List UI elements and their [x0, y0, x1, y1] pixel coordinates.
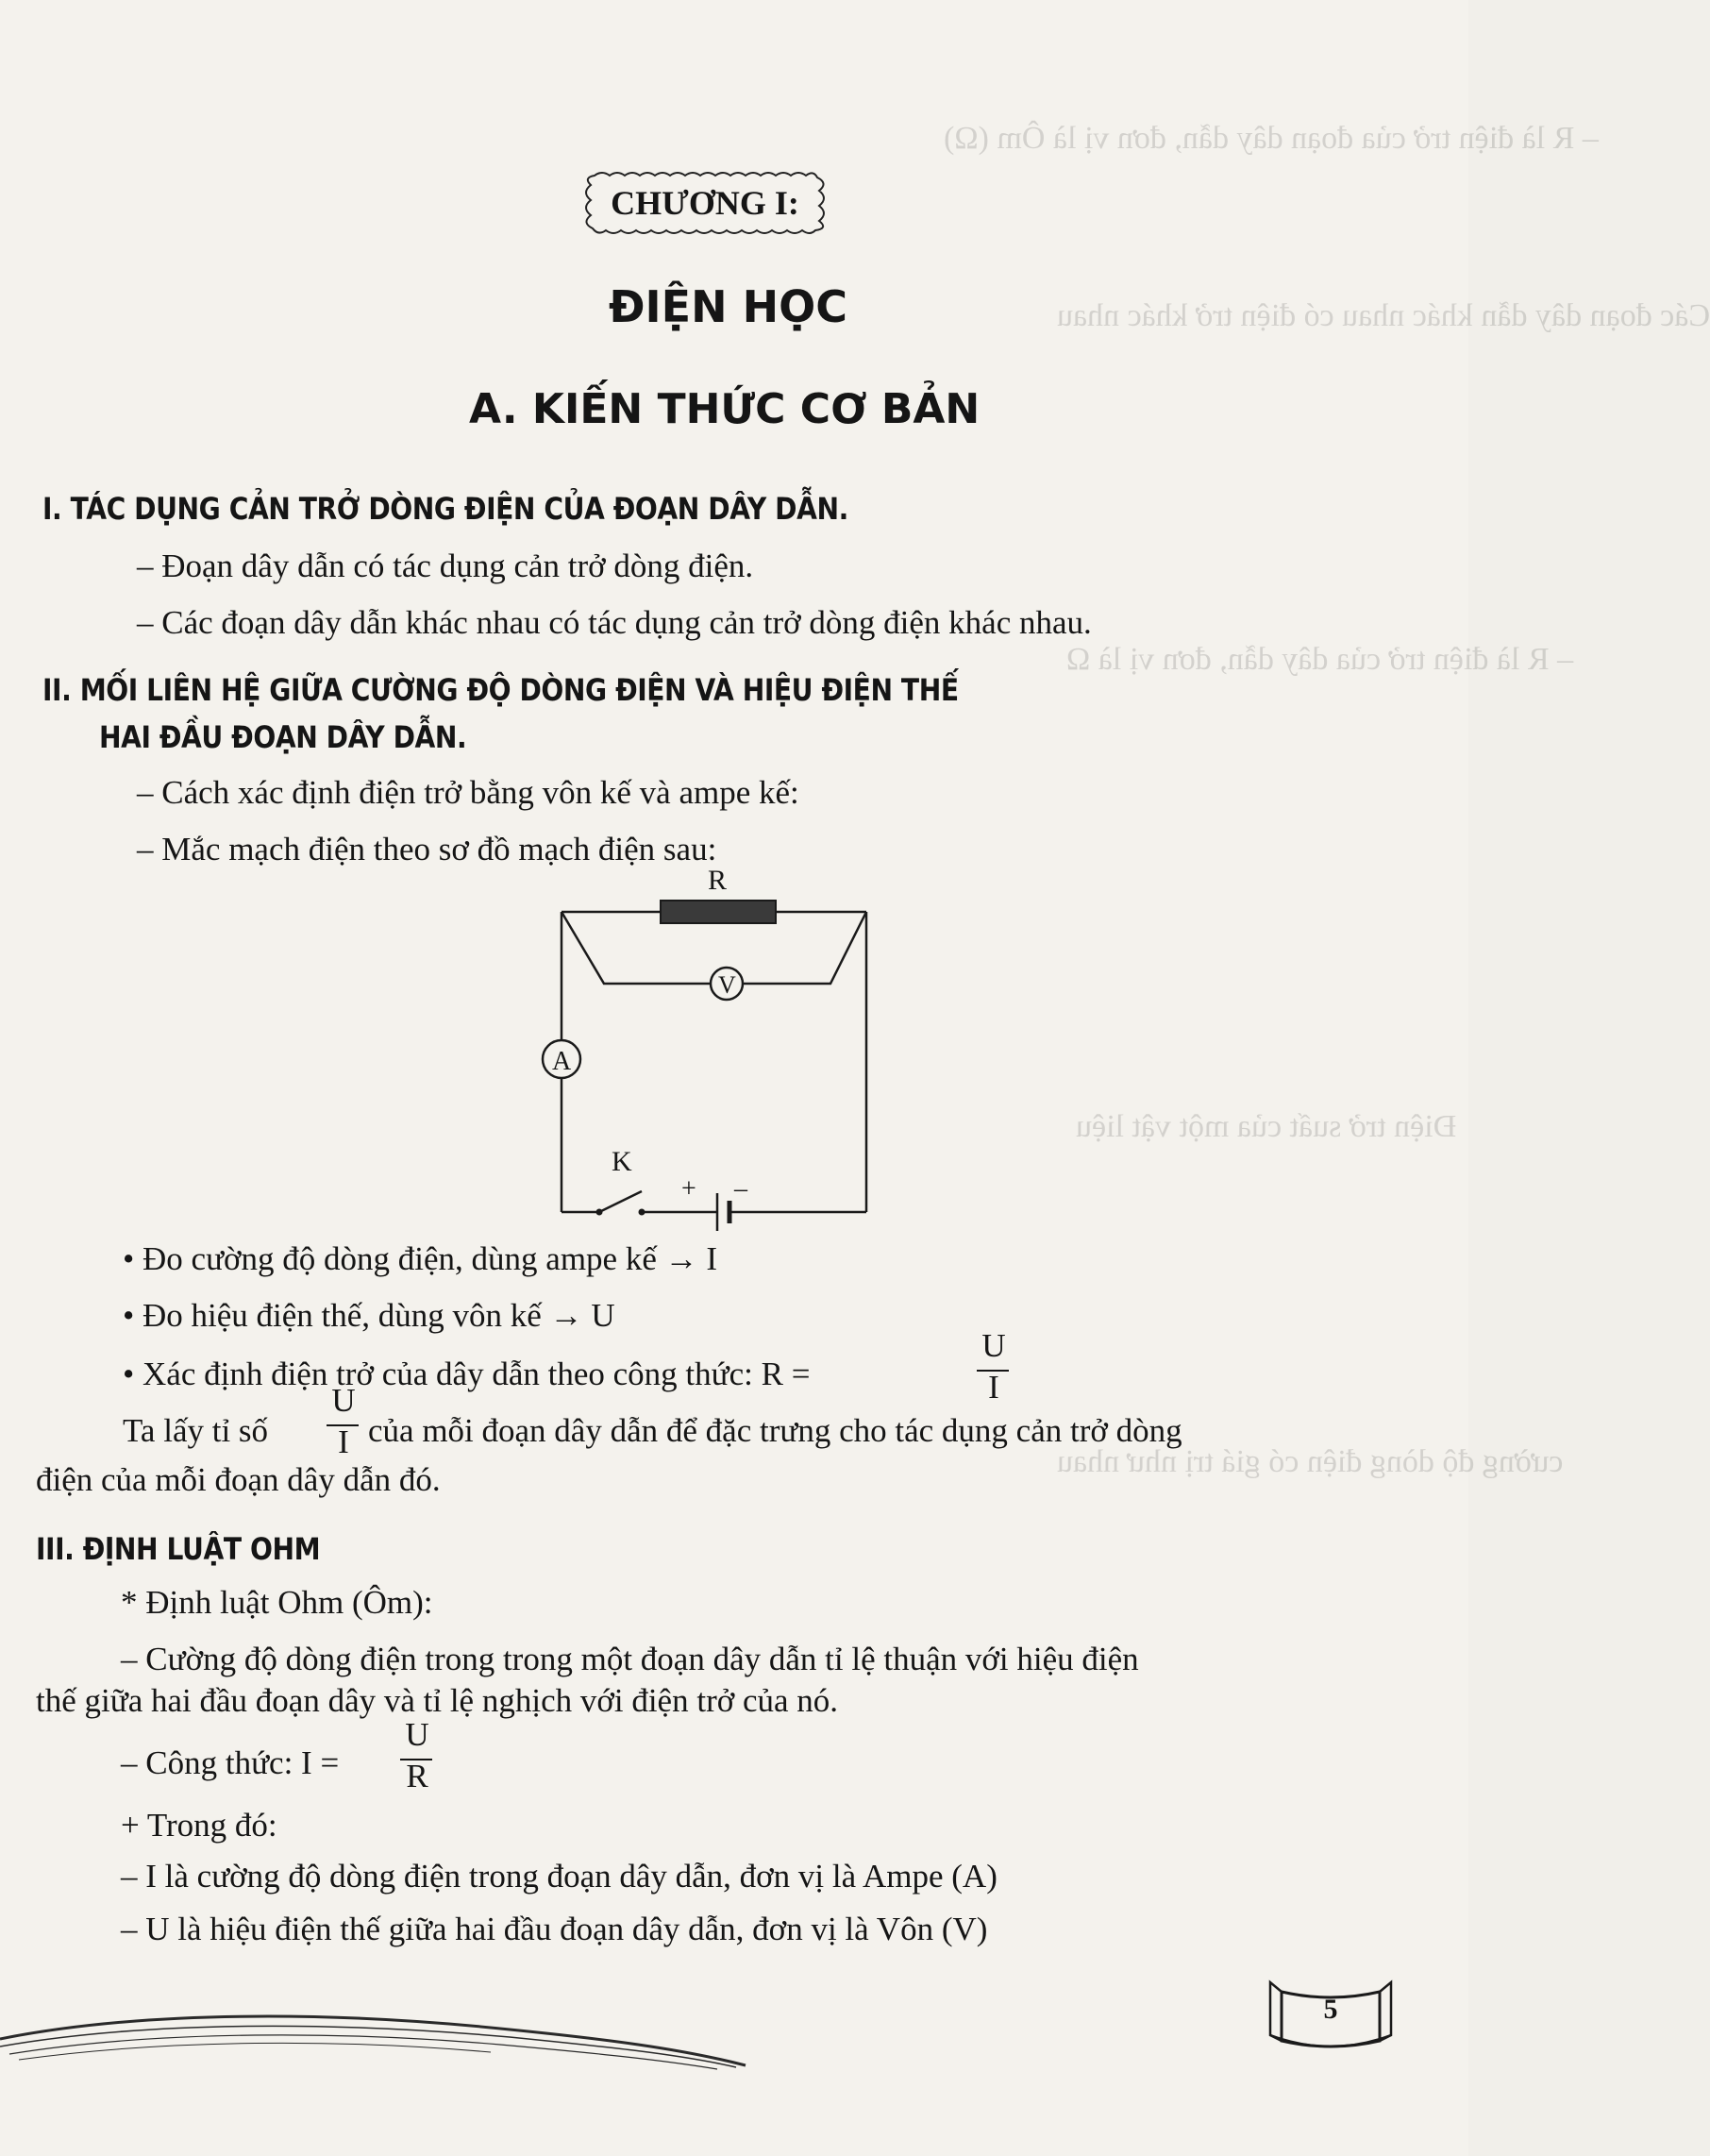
- fraction-numerator: U: [981, 1327, 1006, 1364]
- fraction-denominator: I: [988, 1369, 999, 1406]
- chapter-banner: [578, 170, 832, 236]
- switch-contact: [596, 1209, 603, 1216]
- heading-section-2-line2: HAI ĐẦU ĐOẠN DÂY DẪN.: [99, 719, 467, 755]
- bullet-item: • Xác định điện trở của dây dẫn theo công thức: R =: [123, 1356, 811, 1392]
- paragraph: – Công thức: I =: [121, 1744, 340, 1781]
- paragraph: – Mắc mạch điện theo sơ đồ mạch điện sau:: [137, 831, 717, 867]
- fraction-denominator: I: [338, 1423, 349, 1460]
- page-number: 5: [1323, 1994, 1338, 2025]
- bleed-through-text: – R là điện trở của đoạn dây dẫn, đơn vị là Ôm (Ω): [944, 121, 1599, 156]
- paragraph: – Đoạn dây dẫn có tác dụng cản trở dòng điện.: [137, 547, 754, 584]
- bleed-through-text: cường độ dòng điện có giá trị như nhau: [1057, 1444, 1564, 1479]
- paragraph: – U là hiệu điện thế giữa hai đầu đoạn dây dẫn, đơn vị là Vôn (V): [121, 1911, 988, 1947]
- resistor-label: R: [708, 865, 728, 896]
- switch-label: K: [612, 1146, 632, 1177]
- voltmeter-label: V: [718, 971, 736, 999]
- bleed-through-text: Các đoạn dây dẫn khác nhau có điện trở khác nhau: [1057, 298, 1710, 333]
- chapter-label: CHƯƠNG I:: [611, 184, 799, 222]
- battery-minus-label: –: [734, 1174, 747, 1204]
- paragraph: thế giữa hai đầu đoạn dây và tỉ lệ nghịch với điện trở của nó.: [36, 1682, 839, 1719]
- paragraph: – Cường độ dòng điện trong trong một đoạn dây dẫn tỉ lệ thuận với hiệu điện: [121, 1641, 1139, 1677]
- paragraph: điện của mỗi đoạn dây dẫn đó.: [36, 1461, 441, 1498]
- fraction-numerator: U: [331, 1382, 356, 1419]
- bleed-through-text: Điện trở suất của một vật liệu: [1076, 1109, 1457, 1144]
- paragraph: – Cách xác định điện trở bằng vôn kế và ampe kế:: [137, 774, 799, 811]
- bullet-item: • Đo hiệu điện thế, dùng vôn kế → U: [123, 1297, 615, 1334]
- fraction-denominator: R: [406, 1758, 428, 1794]
- paragraph: – Các đoạn dây dẫn khác nhau có tác dụng cản trở dòng điện khác nhau.: [137, 604, 1092, 641]
- switch-contact: [639, 1209, 645, 1216]
- fraction-U-over-I: [975, 1327, 1013, 1412]
- bullet-item: • Đo cường độ dòng điện, dùng ampe kế → I: [123, 1240, 718, 1277]
- paragraph: của mỗi đoạn dây dẫn để đặc trưng cho tác dụng cản trở dòng: [368, 1412, 1182, 1449]
- section-title: A. KIẾN THỨC CƠ BẢN: [469, 385, 981, 433]
- decorative-swoosh: [0, 2001, 755, 2077]
- heading-section-2: II. MỐI LIÊN HỆ GIỮA CƯỜNG ĐỘ DÒNG ĐIỆN VÀ HIỆU ĐIỆN THẾ: [42, 672, 959, 708]
- fraction-numerator: U: [405, 1716, 429, 1753]
- resistor-symbol: [661, 901, 776, 923]
- paragraph: – I là cường độ dòng điện trong đoạn dây dẫn, đơn vị là Ampe (A): [121, 1858, 998, 1895]
- paragraph: Ta lấy tỉ số: [123, 1412, 269, 1449]
- battery-plus-label: +: [681, 1174, 696, 1204]
- circuit-diagram: [528, 859, 906, 1227]
- heading-section-3: III. ĐỊNH LUẬT OHM: [36, 1531, 321, 1567]
- ammeter-label: A: [552, 1047, 572, 1076]
- chapter-title: ĐIỆN HỌC: [609, 281, 847, 332]
- paragraph: + Trong đó:: [121, 1807, 277, 1844]
- paragraph: * Định luật Ohm (Ôm):: [121, 1584, 433, 1621]
- heading-section-1: I. TÁC DỤNG CẢN TRỞ DÒNG ĐIỆN CỦA ĐOẠN DÂY DẪN.: [42, 491, 848, 527]
- page-number-badge: [1265, 1975, 1397, 2060]
- bleed-through-text: – R là điện trở của dây dẫn, đơn vị là Ω: [1066, 642, 1574, 677]
- fraction-U-over-R: [398, 1716, 436, 1801]
- fraction-U-over-I: [325, 1382, 362, 1467]
